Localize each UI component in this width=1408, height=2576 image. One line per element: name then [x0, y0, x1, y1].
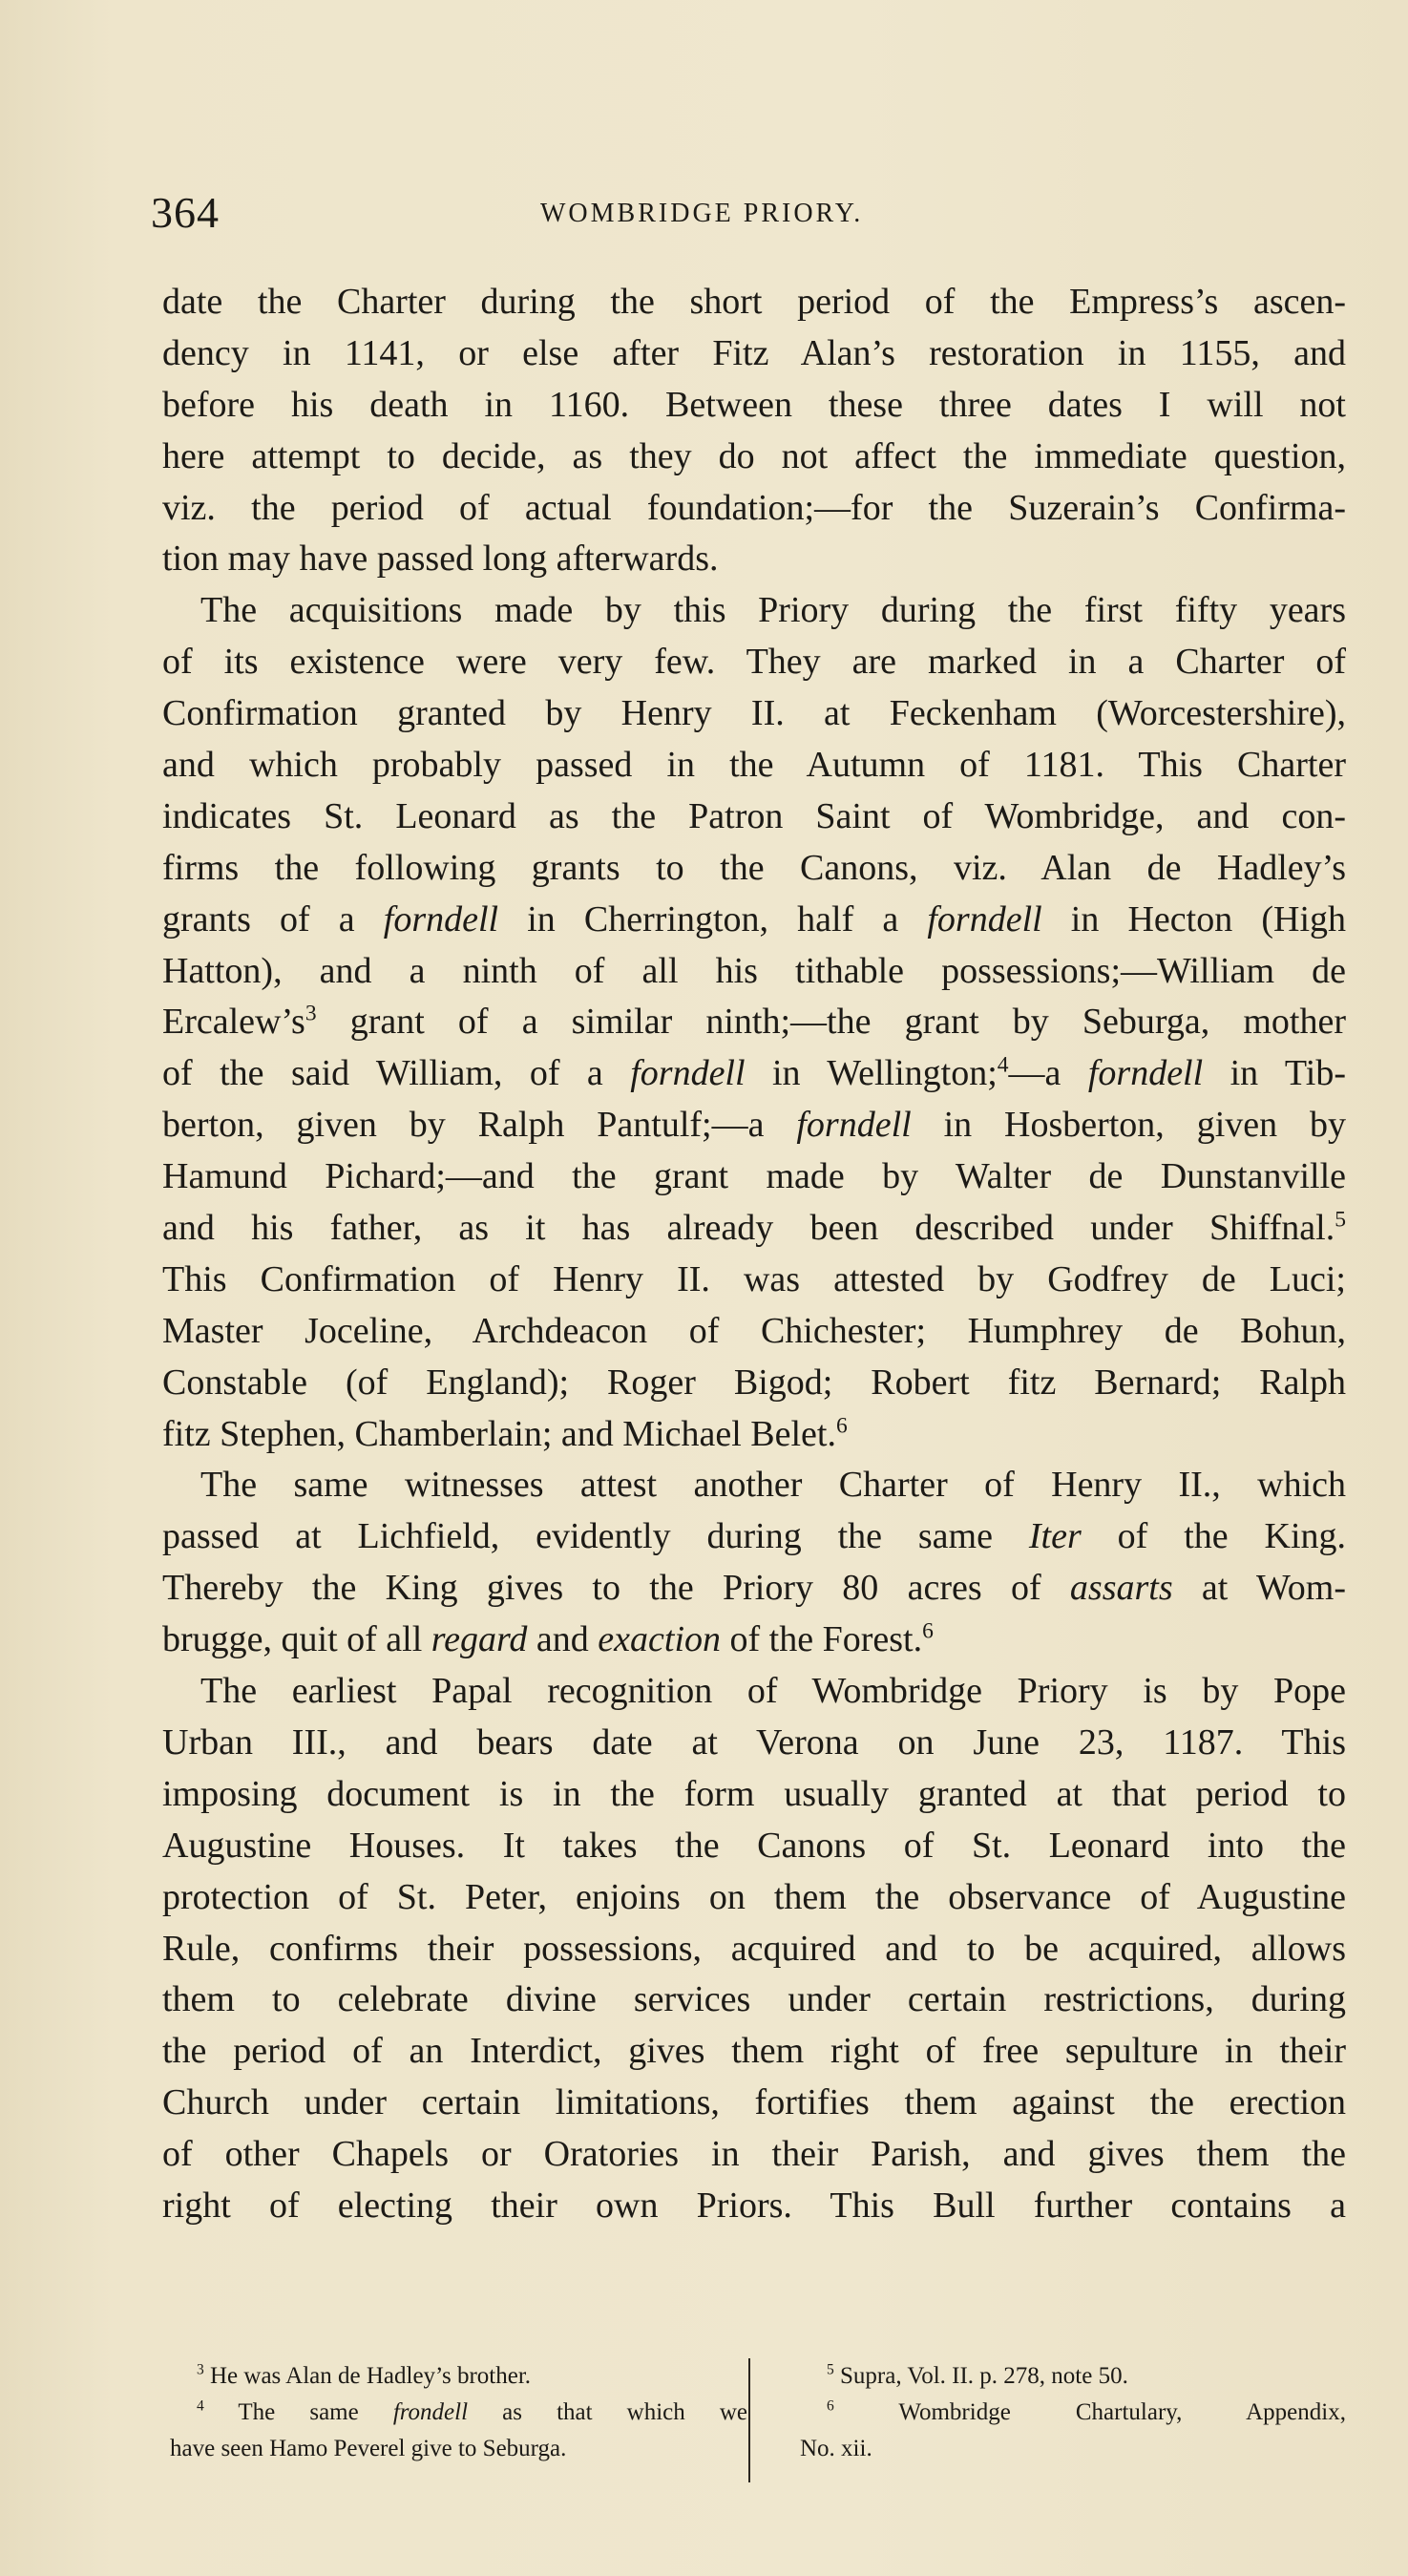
text-line: and his father, as it has already been described under Shiffnal.$^5$: [162, 1207, 1346, 1249]
text-line: Rule, confirms their possessions, acquired and to be acquired, allows: [162, 1928, 1346, 1969]
text-line: brugge, quit of all regard and exaction of the Forest.$^6$: [162, 1618, 934, 1660]
text-line: imposing document is in the form usually granted at that period to: [162, 1773, 1346, 1814]
footnote-5: $^5$ Supra, Vol. II. p. 278, note 50.: [827, 2361, 1128, 2389]
text-line: fitz Stephen, Chamberlain; and Michael Belet.$^6$: [162, 1412, 848, 1454]
text-line: date the Charter during the short period of the Empress’s ascen-: [162, 282, 1346, 322]
italic-term: Iter: [1028, 1516, 1082, 1557]
text-line: Augustine Houses. It takes the Canons of St. Leonard into the: [162, 1825, 1346, 1866]
text-line: tion may have passed long afterwards.: [162, 538, 719, 580]
text-line: Confirmation granted by Henry II. at Feckenham (Worcestershire),: [162, 693, 1346, 734]
text-line: protection of St. Peter, enjoins on them the observance of Augustine: [162, 1876, 1346, 1917]
footnote-6: $^6$ Wombridge Chartulary, Appendix,: [827, 2397, 1346, 2425]
footnote-divider: [748, 2358, 750, 2482]
text-line: berton, given by Ralph Pantulf;—a forndell in Hosberton, given by: [162, 1105, 1346, 1146]
italic-term: forndell: [927, 898, 1042, 940]
text-line: firms the following grants to the Canons, viz. Alan de Hadley’s: [162, 847, 1346, 888]
text-line: indicates St. Leonard as the Patron Saint of Wombridge, and con-: [162, 795, 1346, 836]
text-line: grants of a forndell in Cherrington, half a forndell in Hecton (High: [162, 898, 1346, 940]
italic-term: exaction: [598, 1619, 721, 1660]
text-line: The earliest Papal recognition of Wombridge Priory is by Pope: [200, 1671, 1346, 1712]
footnote-ref: 6: [835, 1412, 848, 1438]
running-title: WOMBRIDGE PRIORY.: [540, 199, 864, 228]
italic-term: frondell: [392, 2399, 469, 2425]
italic-term: assarts: [1069, 1568, 1173, 1609]
footnotes-left-column: [170, 2358, 747, 2467]
text-line: Hatton), and a ninth of all his tithable possessions;—William de: [162, 950, 1346, 991]
footnote-3: $^3$ He was Alan de Hadley’s brother.: [197, 2361, 532, 2389]
footnotes: [170, 2358, 1346, 2492]
italic-term: forndell: [630, 1053, 746, 1094]
text-line: viz. the period of actual foundation;—for the Suzerain’s Confirma-: [162, 487, 1346, 528]
text-line: here attempt to decide, as they do not affect the immediate question,: [162, 435, 1346, 476]
footnote-ref: 5: [1334, 1207, 1346, 1233]
italic-term: regard: [431, 1619, 528, 1660]
text-line: them to celebrate divine services under certain restrictions, during: [162, 1979, 1346, 2020]
text-line: This Confirmation of Henry II. was attested by Godfrey de Luci;: [162, 1258, 1346, 1299]
text-line: $Ercalew’s^3$ grant of a similar ninth;—the grant by Seburga, mother: [162, 1001, 1346, 1043]
text-line: passed at Lichfield, evidently during the same Iter of the King.: [162, 1516, 1346, 1557]
body-text: [162, 277, 1346, 2232]
text-line: of other Chapels or Oratories in their Parish, and gives them the: [162, 2134, 1346, 2175]
footnotes-right-column: [800, 2358, 1346, 2467]
text-line: Constable (of England); Roger Bigod; Robert fitz Bernard; Ralph: [162, 1362, 1346, 1403]
text-line: Church under certain limitations, fortifies them against the erection: [162, 2082, 1346, 2123]
footnote-6-continuation: No. xii.: [800, 2436, 872, 2461]
footnote-4: $^4$ The same frondell as that which we: [197, 2397, 747, 2425]
italic-term: forndell: [383, 898, 499, 940]
text-line: before his death in 1160. Between these three dates I will not: [162, 384, 1346, 425]
text-line: dency in 1141, or else after Fitz Alan’s restoration in 1155, and: [162, 332, 1346, 373]
text-line: The acquisitions made by this Priory during the first fifty years: [200, 590, 1346, 631]
text-line: right of electing their own Priors. This Bull further contains a: [162, 2185, 1346, 2226]
italic-term: forndell: [1087, 1053, 1204, 1094]
text-line: and which probably passed in the Autumn of 1181. This Charter: [162, 745, 1346, 786]
footnote-ref: 3: [305, 1001, 317, 1026]
page-number: 364: [151, 188, 220, 237]
text-line: Hamund Pichard;—and the grant made by Walter de Dunstanville: [162, 1156, 1346, 1197]
footnote-ref: 6: [922, 1618, 934, 1644]
text-line: the period of an Interdict, gives them right of free sepulture in their: [162, 2031, 1346, 2072]
text-line: Master Joceline, Archdeacon of Chichester; Humphrey de Bohun,: [162, 1310, 1346, 1351]
text-line: The same witnesses attest another Charter of Henry II., which: [200, 1465, 1346, 1506]
text-line: of its existence were very few. They are marked in a Charter of: [162, 642, 1346, 683]
footnote-ref: 4: [997, 1052, 1009, 1078]
italic-term: forndell: [796, 1105, 912, 1146]
footnote-4-continuation: have seen Hamo Peverel give to Seburga.: [170, 2436, 567, 2461]
text-line: Urban III., and bears date at Verona on June 23, 1187. This: [162, 1721, 1346, 1763]
page-header: [151, 187, 1346, 244]
text-line: Thereby the King gives to the Priory 80 acres of assarts at Wom-: [162, 1568, 1346, 1609]
text-line: of the said William, of a forndell in Wellington;$^4$—a forndell in Tib-: [162, 1052, 1346, 1094]
